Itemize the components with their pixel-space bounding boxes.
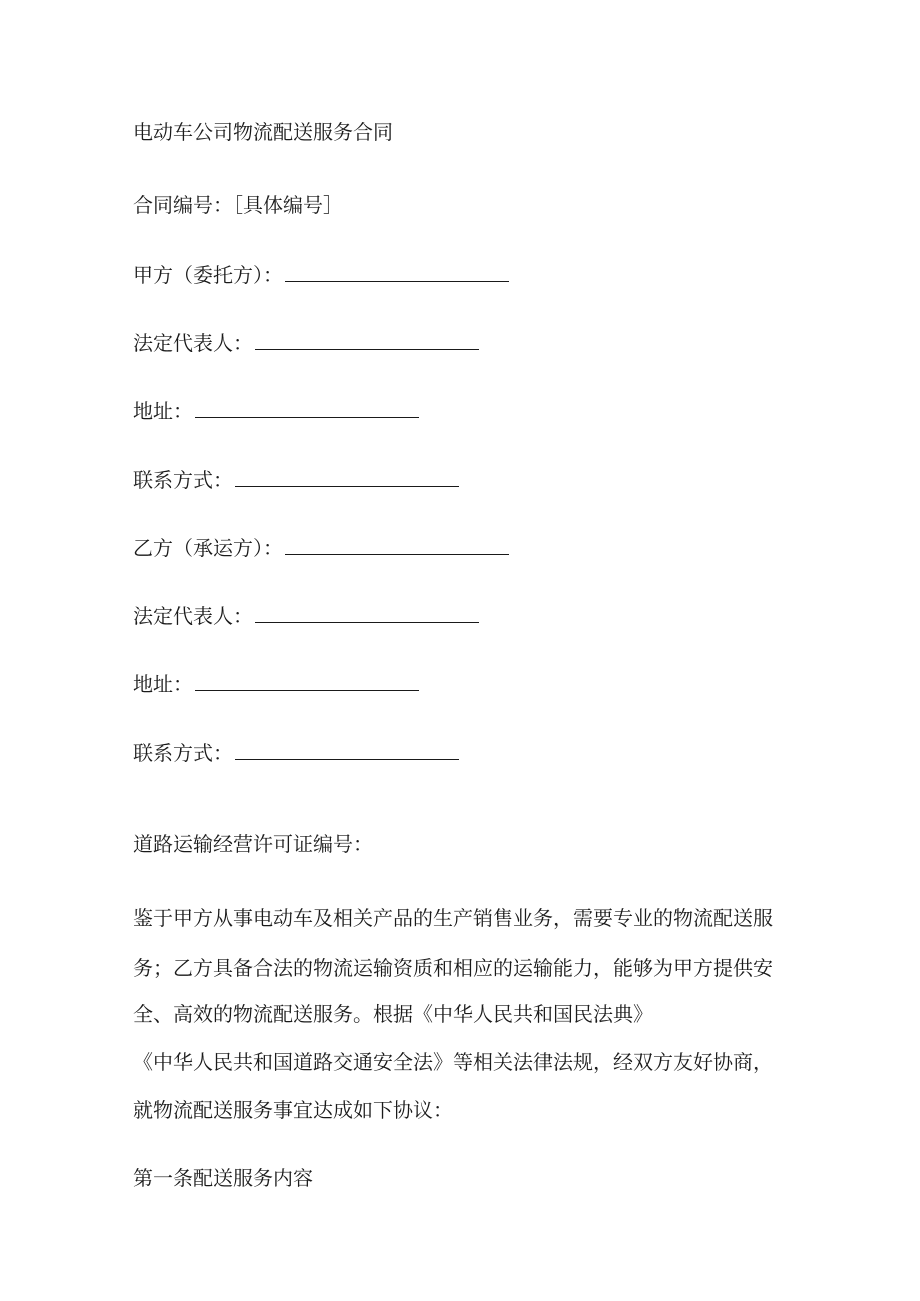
- party-b-contact-label: 联系方式：: [133, 741, 233, 765]
- party-b-contact-field: [133, 737, 459, 767]
- party-a-contact-field: [133, 464, 459, 494]
- party-b-rep-blank[interactable]: [255, 600, 479, 623]
- preamble-line: 务；乙方具备合法的物流运输资质和相应的运输能力，能够为甲方提供安: [133, 956, 773, 980]
- party-b-contact-blank[interactable]: [235, 737, 459, 760]
- party-a-address-label: 地址：: [133, 399, 193, 423]
- preamble-line: 《中华人民共和国道路交通安全法》等相关法律法规，经双方友好协商，: [133, 1050, 773, 1074]
- party-a-contact-label: 联系方式：: [133, 468, 233, 492]
- permit-number: 道路运输经营许可证编号：: [133, 832, 373, 856]
- party-b-field: [133, 532, 509, 562]
- party-b-rep-label: 法定代表人：: [133, 604, 253, 628]
- article-1-heading: 第一条配送服务内容: [133, 1166, 313, 1190]
- document-title: 电动车公司物流配送服务合同: [133, 120, 393, 144]
- preamble-line: 鉴于甲方从事电动车及相关产品的生产销售业务，需要专业的物流配送服: [133, 906, 773, 930]
- party-b-address-label: 地址：: [133, 672, 193, 696]
- party-a-address-blank[interactable]: [195, 395, 419, 418]
- party-a-label: 甲方（委托方）：: [133, 263, 283, 287]
- party-b-rep-field: [133, 600, 479, 630]
- party-b-blank[interactable]: [285, 532, 509, 555]
- preamble-line: 就物流配送服务事宜达成如下协议：: [133, 1098, 453, 1122]
- party-a-rep-field: [133, 327, 479, 357]
- party-a-rep-label: 法定代表人：: [133, 331, 253, 355]
- preamble-line: 全、高效的物流配送服务。根据《中华人民共和国民法典》: [133, 1002, 653, 1026]
- party-b-label: 乙方（承运方）：: [133, 536, 283, 560]
- party-a-contact-blank[interactable]: [235, 464, 459, 487]
- party-a-blank[interactable]: [285, 259, 509, 282]
- party-a-field: [133, 259, 509, 289]
- party-b-address-field: [133, 668, 419, 698]
- party-a-rep-blank[interactable]: [255, 327, 479, 350]
- party-b-address-blank[interactable]: [195, 668, 419, 691]
- party-a-address-field: [133, 395, 419, 425]
- contract-number: 合同编号：［具体编号］: [133, 193, 343, 217]
